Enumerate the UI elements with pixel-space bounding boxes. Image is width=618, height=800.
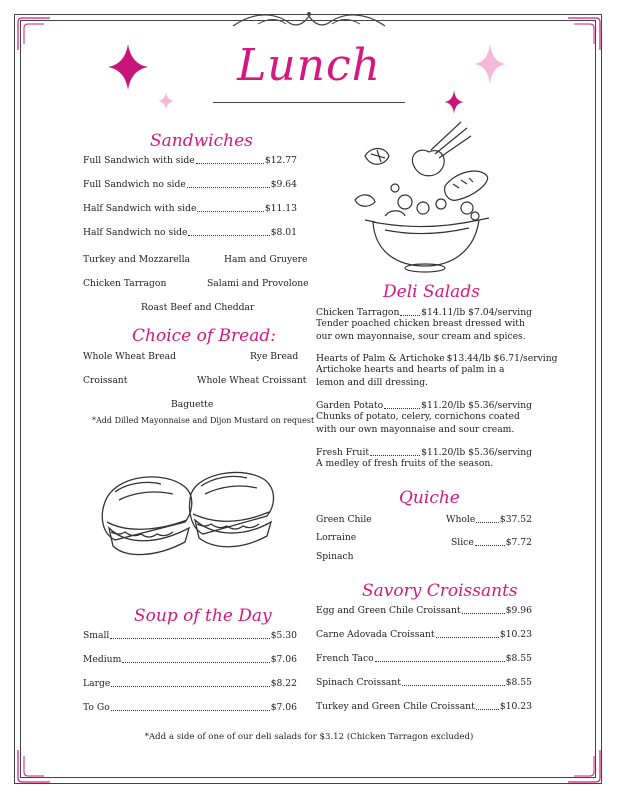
sandwich-variety: Ham and Gruyere [224,254,308,265]
item-name: Whole [446,514,476,525]
sandwich-variety: Salami and Provolone [207,278,309,289]
deli-heading: Deli Salads [383,282,480,302]
menu-row [316,605,532,616]
quiche-type: Spinach [316,551,354,562]
page-title: Lunch [237,40,381,91]
quiche-type: Green Chile [316,514,372,525]
item-price: $8.55 [505,677,532,688]
item-price: $7.06 [270,654,297,665]
item-price: $7.06 [270,702,297,713]
item-name: Turkey and Green Chile Croissant [316,701,475,712]
menu-row [83,630,297,641]
menu-row [83,702,297,713]
item-price: $13.44/lb $6.71/serving [446,353,558,364]
bread-heading: Choice of Bread: [132,326,276,346]
menu-row [83,654,297,665]
menu-row [83,179,297,190]
item-description: Chunks of potato, celery, cornichons coated with our own mayonnaise and sour cream. [316,411,520,435]
item-price: $7.72 [505,537,532,548]
top-flourish-icon [228,8,390,34]
item-price: $37.52 [499,514,532,525]
item-price: $10.23 [499,701,532,712]
sparkle-icon [444,90,464,114]
menu-row [451,537,532,548]
item-name: Carne Adovada Croissant [316,629,435,640]
menu-row [83,203,297,214]
item-price: $14.11/lb $7.04/serving [421,307,532,318]
quiche-heading: Quiche [399,488,460,508]
bread-note: *Add Dilled Mayonnaise and Dijon Mustard on request [92,416,315,425]
menu-row [316,353,558,364]
item-name: Slice [451,537,474,548]
item-name: Medium [83,654,122,665]
item-price: $5.30 [270,630,297,641]
bread-option: Croissant [83,375,128,386]
menu-row [446,514,532,525]
item-name: Fresh Fruit [316,447,370,458]
menu-row [83,678,297,689]
item-price: $8.55 [505,653,532,664]
item-price: $9.64 [270,179,297,190]
item-price: $11.20/lb $5.36/serving [421,447,532,458]
item-name: To Go [83,702,110,713]
menu-row [83,227,297,238]
sandwiches-heading: Sandwiches [150,131,253,151]
item-name: Egg and Green Chile Croissant [316,605,461,616]
menu-row [316,400,532,411]
item-name: Small [83,630,110,641]
bread-option: Baguette [171,399,214,410]
sandwich-variety: Turkey and Mozzarella [83,254,191,265]
quiche-type: Lorraine [316,532,357,543]
menu-row [316,653,532,664]
corner-flourish-icon [14,746,54,786]
sparkle-icon [158,92,174,110]
item-name: French Taco [316,653,374,664]
bread-option: Whole Wheat Croissant [197,375,307,386]
menu-row [83,155,297,166]
item-name: Garden Potato [316,400,384,411]
item-price: $11.13 [264,203,297,214]
item-price: $9.96 [505,605,532,616]
item-name: Chicken Tarragon [316,307,400,318]
menu-row [316,701,532,712]
item-price: $10.23 [499,629,532,640]
bread-option: Rye Bread [250,351,299,362]
sandwich-variety: Chicken Tarragon [83,278,167,289]
item-price: $8.01 [270,227,297,238]
item-description: A medley of fresh fruits of the season. [316,458,494,469]
sandwich-variety: Roast Beef and Cheddar [141,302,255,313]
item-name: Half Sandwich with side [83,203,197,214]
menu-row [316,677,532,688]
item-name: Full Sandwich no side [83,179,186,190]
item-description: Artichoke hearts and hearts of palm in a lemon and dill dressing. [316,364,505,388]
item-name: Full Sandwich with side [83,155,195,166]
menu-row [316,629,532,640]
item-name: Hearts of Palm & Artichoke [316,353,445,364]
item-name: Large [83,678,111,689]
menu-row [316,447,532,458]
salad-bowl-illustration-icon [345,116,505,276]
soup-heading: Soup of the Day [134,606,272,626]
title-divider [213,102,405,103]
item-description: Tender poached chicken breast dressed with our own mayonnaise, sour cream and spices. [316,318,526,342]
croissants-heading: Savory Croissants [362,581,518,601]
item-price: $11.20/lb $5.36/serving [421,400,532,411]
bread-option: Whole Wheat Bread [83,351,177,362]
item-name: Spinach Croissant [316,677,401,688]
item-price: $12.77 [264,155,297,166]
item-price: $8.22 [270,678,297,689]
corner-flourish-icon [564,746,604,786]
footer-note: *Add a side of one of our deli salads for $3.12 (Chicken Tarragon excluded) [144,732,474,742]
sandwich-illustration-icon [95,462,305,577]
item-name: Half Sandwich no side [83,227,188,238]
menu-row [316,307,532,318]
